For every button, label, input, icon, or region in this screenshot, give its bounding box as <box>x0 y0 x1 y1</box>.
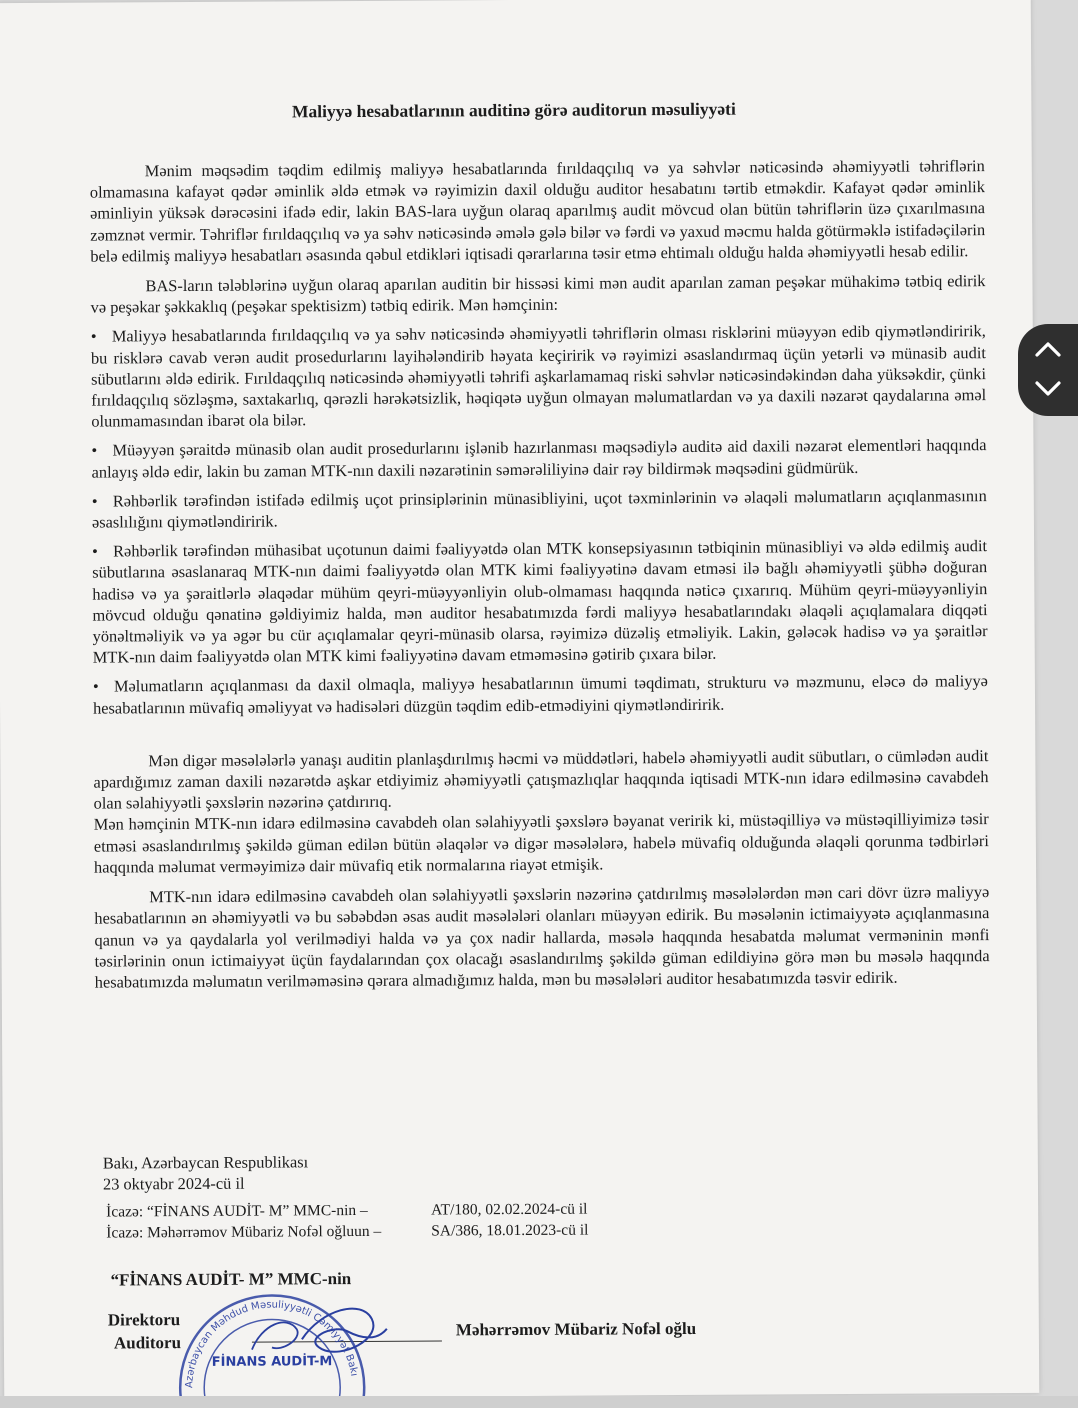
place: Bakı, Azərbaycan Respublikası <box>102 1152 309 1173</box>
auditor-label: Auditoru <box>113 1333 182 1353</box>
signatory-titles <box>108 1308 181 1354</box>
page-edge-shadow <box>0 1396 1078 1408</box>
place-date-block <box>103 1151 309 1194</box>
paragraph-professional-judgment: BAS-ların tələblərinə uyğun olaraq aparılan auditin bir hissəsi kimi mən audit aparılan zaman peşəkar mühakimə tətbiq edirik və peşəkar şəkkaklıq (peşəkar spektisizm) tətbiq edirik. Mən həmçinin: <box>90 271 986 317</box>
paragraph-key-matters: MTK-nın idarə edilməsinə cavabdeh olan səlahiyyətli şəxslərin nəzərinə çatdırılmış məsələlərdən mən cari dövr üzrə maliyyə hesabatlarının ən əhəmiyyətli və bu səbəbdən əsas audit məsələləri olanları müəyyən edirik. Bu məsələnin ictimaiyyətə açıqlanmasına qanun və ya qaydalarla yol verilmədiyi halda və ya çox nadir hallarda, məsələ haqqında hesabatda məlumat verməninin mənfi təsirlərinin onun ictimaiyyət üçün faydalarından çox olacağı əsaslandırılmş şəkildə güman edildiyinə görə mən bu məsələ haqqında hesabatımızda məlumatın verilməməsinə qərara almadığımız halda, mən bu məsələləri auditor hesabatımızda təsvir edirik. <box>94 882 990 992</box>
list-item: • Məlumatların açıqlanması da daxil olmaqla, maliyyə hesabatlarının ümumi təqdimatı, strukturu və məzmunu, eləcə də maliyyə hesabatlarının müvafiq əməliyyat və hadisələri düzgün təqdim edib-etmədiyini qiymətləndiririk. <box>92 671 988 718</box>
chevron-up-icon[interactable] <box>1034 338 1062 360</box>
list-item: • Rəhbərlik tərəfindən istifadə edilmiş uçot prinsiplərinin münasibliyini, uçot təxminlərinin və əlaqəli məlumatların açıqlanmasının əsaslılığını qiymətləndiririk. <box>91 485 987 532</box>
document-title: Maliyyə hesabatlarının auditinə görə auditorun məsuliyyəti <box>291 98 736 122</box>
stamp-ring-text: Azərbaycan Məhdud Məsuliyyətli Cəmiyyət Bakı <box>184 1299 360 1389</box>
stamp-center-text: FİNANS AUDİT-M <box>211 1354 333 1370</box>
director-label: Direktoru <box>107 1310 181 1330</box>
page-navigation-control[interactable] <box>1018 324 1078 416</box>
date: 23 oktyabr 2024-cü il <box>102 1173 245 1194</box>
license-line-company: İcazə: “FİNANS AUDİT- M” MMC-nin – AT/180, 02.02.2024-cü il <box>106 1200 588 1221</box>
paragraph-planning: Mən digər məsələlərlə yanaşı auditin planlaşdırılmış həcmi və müddətləri, habelə əhəmiyyətli audit sübutları, o cümlədən audit apardığımız zaman daxili nəzarətdə aşkar etdiyimiz əhəmiyyətli çatışmazlıqlar haqqında iqtisadi MTK-nın idarə edilməsinə cavabdeh olan səlahiyyətli şəxslərin nəzərinə çatdırırıq. <box>93 745 989 813</box>
paragraph-objective: Mənim məqsədim təqdim edilmiş maliyyə hesabatlarında fırıldaqçılıq və ya səhvlər nəticəsində əhəmiyyətli təhriflərin olmamasına kafayət qədər əminlik əldə etmək və rəyimizin daxil olduğu auditor hesabatını tərtib etməkdir. Kafayət qədər əminlik əminliyin yüksək dərəcəsini ifadə edir, lakin BAS-lara uyğun olaraq aparılmış audit mövcud olan bütün təhriflərin üzə çıxarılmasına zəmznət vermir. Təhriflər fırıldaqçılıq və ya səhv nəticəsində əmələ gələ bilər və fərdi və yaxud məcmu halda götürməklə istifadəçilərin belə edilmiş maliyyə hesabatları əsasında qəbul etdikləri iqtisadi qərarlarına təsir etmə ehtimalı olduğu halda əhəmiyyətli hesab edilir. <box>89 156 986 266</box>
bullet-list <box>91 321 988 719</box>
signatory-name: Məhərrəmov Mübariz Nofəl oğlu <box>455 1318 697 1340</box>
license-line-auditor: İcazə: Məhərrəmov Mübariz Nofəl oğluun – SA/386, 18.01.2023-cü il <box>106 1221 589 1242</box>
list-item: • Rəhbərlik tərəfindən mühasibat uçotunun daimi fəaliyyətdə olan MTK konsepsiyasının tətbiqinin münasibliyi və əldə edilmiş audit sübutlarına əsaslanaraq MTK-nın daimi fəaliyyətdə olan MTK kimi fəaliyyətinə davam etməsi ilə bağlı əhəmiyyətli şübhə doğuran hadisə və ya şəraitlərlə əlaqədar mühüm qeyri-müəyyənliyin olub-olmaması haqqında nəticə çıxarırıq. Mühüm qeyri-müəyyənliyin mövcud olduğu qənatinə gəldiyimiz halda, mən auditor hesabatımızda fərdi maliyyə hesabatlarındakı əlaqəli açıqlamalara diqqəti yönəltməliyik və ya əgər bu cür açıqlamalar qeyri-münasib olarsa, rəyimizə düzəliş etməliyik. Lakin, gələcək hadisə və ya şəraitlər MTK-nın daim fəaliyyətdə olan MTK kimi fəaliyyətinə davam etməməsinə gətirib çıxara bilər. <box>92 536 988 667</box>
company-stamp <box>171 1269 402 1400</box>
chevron-down-icon[interactable] <box>1034 378 1062 400</box>
paragraph-independence: Mən həmçinin MTK-nın idarə edilməsinə cavabdeh olan səlahiyyətli şəxslərə bəyanat veririk ki, müstəqilliyə və müstəqilliyimizə təsir etməsi əsaslandırılmış şəkildə güman edilən bütün əlaqələr və digər məsələlərə, habelə müvafiq olduğunda əlaqəli qorunma tədbirləri haqqında məlumat verməyimizə dair müvafiq etik normalarına riayət etmişik. <box>93 809 989 877</box>
document-body <box>90 155 990 993</box>
company-name: “FİNANS AUDİT- M” MMC-nin <box>110 1269 352 1290</box>
list-item: • Maliyyə hesabatlarında fırıldaqçılıq və ya səhv nəticəsində əhəmiyyətli təhriflərin olması risklərini müəyyən edib qiymətləndiririk, bu risklərə cavab verən audit prosedurlarını layihələndirib həyata keçiririk və rəyimizi əsaslandırmaq üçün yetərli və münasib audit sübutlarını əldə edirik. Fırıldaqçılıq nəticəsində əhəmiyyətli təhrifi aşkarlamamaq riski səhvlər nəticəsindəkindən daha yüksəkdir, çünki fırıldaqçılıq sözləşmə, saxtakarlıq, qərəzli hərəkətsizlik, həqiqətə uyğun olmayan məlumatlardan və ya daxili nəzarət qaydalarına əməl olunmamasından ibarət ola bilər. <box>90 321 987 431</box>
list-item: • Müəyyən şəraitdə münasib olan audit prosedurlarını işlənib hazırlanması məqsədiylə auditə aid daxili nəzarət elementləri haqqında anlayış əldə edir, lakin bu zaman MTK-nın daxili nəzarətinin səmərəliliyinə dair rəy bildirmək məqsədini güdmürük. <box>91 435 987 482</box>
